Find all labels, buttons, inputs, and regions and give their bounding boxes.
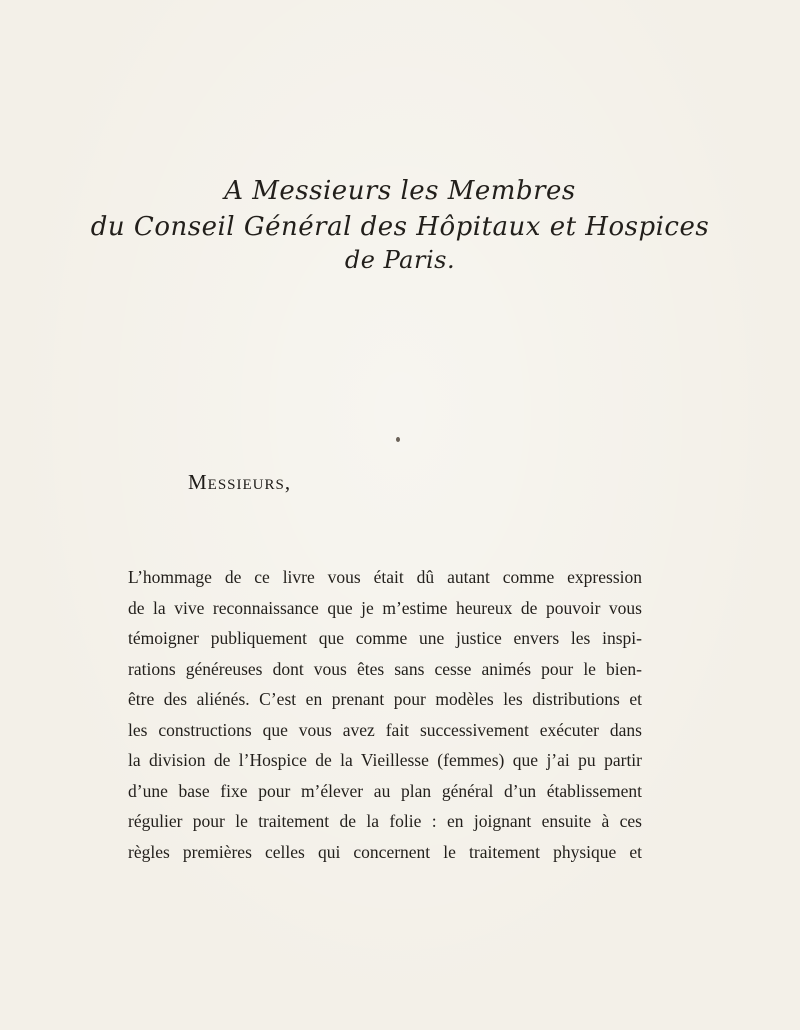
body-line: rations généreuses dont vous êtes sans cesse animés pour le bien- (128, 658, 642, 679)
body-line: règles premières celles qui concernent le traitement physique et (128, 841, 642, 862)
salutation: Messieurs, (188, 470, 292, 494)
body-line: témoigner publiquement que comme une justice envers les inspi- (128, 628, 642, 648)
body-line: de la vive reconnaissance que je m’estime heureux de pouvoir vous (128, 597, 642, 618)
body-line: la division de l’Hospice de la Vieillesse (femmes) que j’ai pu partir (128, 750, 642, 770)
body-line: L’hommage de ce livre vous était dû autant comme expression (128, 567, 642, 587)
body-paragraph (128, 562, 642, 867)
ink-speck (396, 437, 400, 442)
body-line: les constructions que vous avez fait successivement exécuter dans (128, 719, 642, 740)
body-line: d’une base fixe pour m’élever au plan général d’un établissement (128, 780, 642, 801)
dedication-line-1: A Messieurs les Membres (224, 176, 576, 206)
body-line: être des aliénés. C’est en prenant pour modèles les distributions et (128, 689, 642, 709)
dedication-line-2: du Conseil Général des Hôpitaux et Hospices (90, 212, 710, 242)
body-line: régulier pour le traitement de la folie : en joignant ensuite à ces (128, 811, 642, 831)
dedication-line-3: de Paris. (344, 246, 456, 274)
